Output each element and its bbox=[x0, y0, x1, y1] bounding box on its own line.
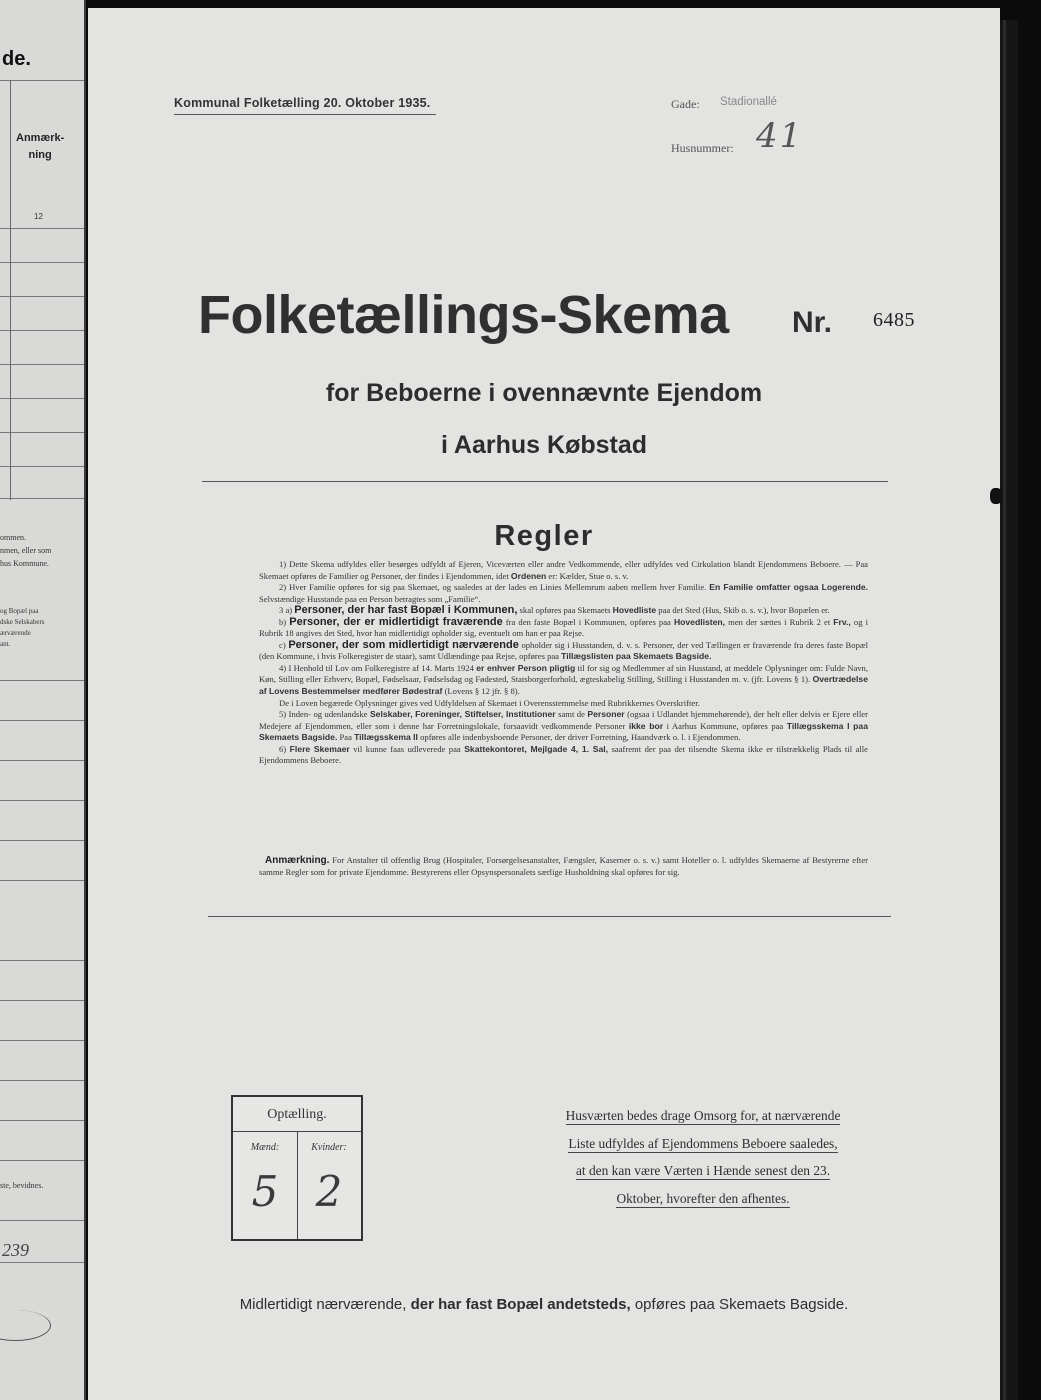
left-page-rule bbox=[0, 1262, 84, 1263]
divider-rule bbox=[208, 916, 891, 917]
street-label: Gade: bbox=[671, 97, 700, 111]
left-page-fragment: og Bopæl paa bbox=[0, 607, 39, 615]
men-count: 5 bbox=[251, 1167, 279, 1216]
left-page-column-line bbox=[10, 80, 11, 500]
left-page-rule bbox=[0, 880, 84, 881]
notice-line: Husværten bedes drage Omsorg for, at nærværende bbox=[565, 1108, 841, 1123]
left-facing-page bbox=[0, 0, 86, 1400]
footer-note: Midlertidigt nærværende, der har fast Bopæl andetsteds, opføres paa Skemaets Bagside. bbox=[239, 1296, 849, 1313]
left-page-rule bbox=[0, 1160, 84, 1161]
left-page-title-fragment: de. bbox=[2, 48, 31, 70]
left-page-column-header bbox=[16, 130, 64, 164]
rules-text bbox=[259, 559, 868, 767]
form-number-label: Nr. bbox=[792, 306, 833, 339]
landlord-notice bbox=[533, 1102, 873, 1212]
left-page-rule bbox=[0, 1080, 84, 1081]
left-page-fragment: ste, bevidnes. bbox=[0, 1181, 44, 1190]
left-page-pen-mark bbox=[0, 1310, 51, 1341]
left-page-rule bbox=[0, 398, 84, 399]
form-title: Folketællings-Skema bbox=[198, 285, 729, 345]
notice-line: at den kan være Værten i Hænde senest den 23. bbox=[575, 1163, 831, 1178]
women-count: 2 bbox=[315, 1167, 343, 1216]
divider-rule bbox=[202, 481, 888, 482]
women-label: Kvinder: bbox=[311, 1142, 347, 1153]
left-page-rule bbox=[0, 800, 84, 801]
left-page-rule bbox=[0, 330, 84, 331]
rule-2: 2) Hver Familie opføres for sig paa Skemaet, og saaledes at der lades en Linies Mellemrum aaben mellem hver Familie. En Familie omfatter ogsaa Logerende. Selvstændige Husstande paa en Person betragtes som „Familie“. bbox=[259, 582, 868, 604]
left-page-fragment: ommen. bbox=[0, 533, 26, 542]
left-page-rule bbox=[0, 296, 84, 297]
men-label: Mænd: bbox=[250, 1142, 280, 1153]
binding-edge bbox=[1000, 20, 1018, 1400]
left-page-rule bbox=[0, 1000, 84, 1001]
left-page-rule bbox=[0, 760, 84, 761]
left-page-rule bbox=[0, 432, 84, 433]
left-page-rule bbox=[0, 960, 84, 961]
rule-5: 5) Inden- og udenlandske Selskaber, Foreninger, Stiftelser, Institutioner samt de Personer (ogsaa i Udlandet hjemmehørende), der helt eller delvis er Ejere eller Medejere af Ejendommen, eller som i denne har Forretningslokale, forsaavidt vedkommende Personer ikke bor i Aarhus Kommune, opføres paa Tillægsskema I paa Skemaets Bagside. Paa Tillægsskema II opføres alle indenbysboende Personer, der driver Forretning, Haandværk o. l. i Ejendommen. bbox=[259, 709, 868, 743]
street-value: Stadionallé bbox=[720, 96, 777, 108]
census-header-title: Kommunal Folketælling 20. Oktober 1935. bbox=[174, 96, 431, 110]
form-number-value: 6485 bbox=[873, 309, 915, 331]
form-subtitle-1: for Beboerne i ovennævnte Ejendom bbox=[325, 379, 763, 407]
left-page-fragment: nmen, eller som bbox=[0, 546, 52, 555]
left-page-rule bbox=[0, 498, 84, 499]
count-box bbox=[231, 1095, 363, 1241]
left-page-rule bbox=[0, 262, 84, 263]
notice-line: Liste udfyldes af Ejendommens Beboere saaledes, bbox=[568, 1135, 838, 1151]
header-underline bbox=[174, 114, 436, 115]
count-box-title: Optælling. bbox=[267, 1107, 327, 1122]
ink-blot bbox=[990, 488, 1002, 504]
left-page-fragment: dske Selskabers bbox=[0, 618, 45, 626]
left-page-rule bbox=[0, 680, 84, 681]
remark-text: For Anstalter til offentlig Brug (Hospitaler, Forsørgelsesanstalter, Fængsler, Kaserner o. s. v.) samt Hoteller o. l. udfyldes Skemaerne af Bestyrerne efter samme Regler som for private Ejendomme. Bestyrerens eller Opsynspersonalets særlige Husholdning skal opføres for sig. bbox=[259, 855, 868, 877]
left-page-rule bbox=[0, 1040, 84, 1041]
rule-3a: 3 a) Personer, der har fast Bopæl i Kommunen, skal opføres paa Skemaets Hovedliste paa det Sted (Hus, Skib o. s. v.), hvor Bopælen er. bbox=[279, 604, 830, 617]
rule-3b: b) Personer, der er midlertidigt fraværende fra den faste Bopæl i Kommunen, opføres paa Hovedlisten, men der sættes i Rubrik 2 et Frv., og i Rubrik 18 angives det Sted, hvor han midlertidigt opholder sig, eventuelt om han er paa Rejse. bbox=[259, 615, 868, 639]
rule-4: 4) I Henhold til Lov om Folkeregistre af 14. Marts 1924 er enhver Person pligtig til for sig og Medlemmer af sin Husstand, at meddele Oplysninger om: Fulde Navn, Køn, Stilling eller Erhverv, Bopæl, Fødselsaar, Fødselsdag og Fødested, Statsborgerforhold, ægteskabelig Stilling, Stilling i Husstanden m. v. (jfr. Lovens § 1). Overtrædelse af Lovens Bestemmelser medfører Bødestraf (Lovens § 12 jfr. § 8). bbox=[259, 662, 869, 697]
form-subtitle-2: i Aarhus Købstad bbox=[440, 431, 648, 459]
house-number-label: Husnummer: bbox=[671, 141, 734, 155]
left-page-rule bbox=[0, 364, 84, 365]
house-number-value: 41 bbox=[756, 116, 804, 156]
left-page-handwritten-number: 239 bbox=[2, 1240, 29, 1260]
rule-6: 6) Flere Skemaer vil kunne faas udleverede paa Skattekontoret, Mejlgade 4, 1. Sal, saafremt der paa det tilsendte Skema ikke er tilstrækkelig Plads til alle Ejendommens Beboere. bbox=[259, 743, 868, 766]
rules-heading: Regler bbox=[494, 520, 594, 552]
left-page-rule bbox=[0, 1120, 84, 1121]
rule-4b: De i Loven begærede Oplysninger gives ved Udfyldelsen af Skemaet i Overensstemmelse med Rubrikkernes Overskrifter. bbox=[279, 697, 700, 708]
left-page-column-header-text: Anmærk- ning bbox=[16, 132, 65, 161]
left-page-fragment: ærværende bbox=[0, 629, 31, 637]
remark-paragraph bbox=[259, 855, 868, 878]
left-page-fragment: ant. bbox=[0, 640, 11, 648]
rule-1: 1) Dette Skema udfyldes eller besørges udfyldt af Ejeren, Viceværten eller andre Vedkommende, eller udfyldes ved Cirkulation blandt Ejendommens Beboere. — Paa Skemaet opføres de Familier og Personer, der findes i Ejendommen, idet Ordenen er: Kælder, Stue o. s. v. bbox=[259, 559, 868, 581]
left-page-rule bbox=[0, 720, 84, 721]
left-page-fragment: hus Kommune. bbox=[0, 559, 49, 568]
notice-line: Oktober, hvorefter den afhentes. bbox=[616, 1190, 790, 1206]
left-page-rule bbox=[0, 466, 84, 467]
rule-3c: c) Personer, der som midlertidigt nærværende opholder sig i Husstanden, d. v. s. Personer, der ved Tællingen er fraværende fra deres faste Bopæl (den Kommune, i hvis Folkeregister de staar), samt Udlændinge paa Rejse, opføres paa Tillægslisten paa Skemaets Bagside. bbox=[259, 638, 869, 662]
census-form-page bbox=[88, 8, 1000, 1400]
left-page-rule bbox=[0, 228, 84, 229]
left-page-rule bbox=[0, 840, 84, 841]
left-page-column-number: 12 bbox=[34, 212, 43, 221]
left-page-rule bbox=[0, 1220, 84, 1221]
remark-label: Anmærkning. bbox=[265, 855, 330, 866]
left-page-rule bbox=[0, 80, 84, 81]
